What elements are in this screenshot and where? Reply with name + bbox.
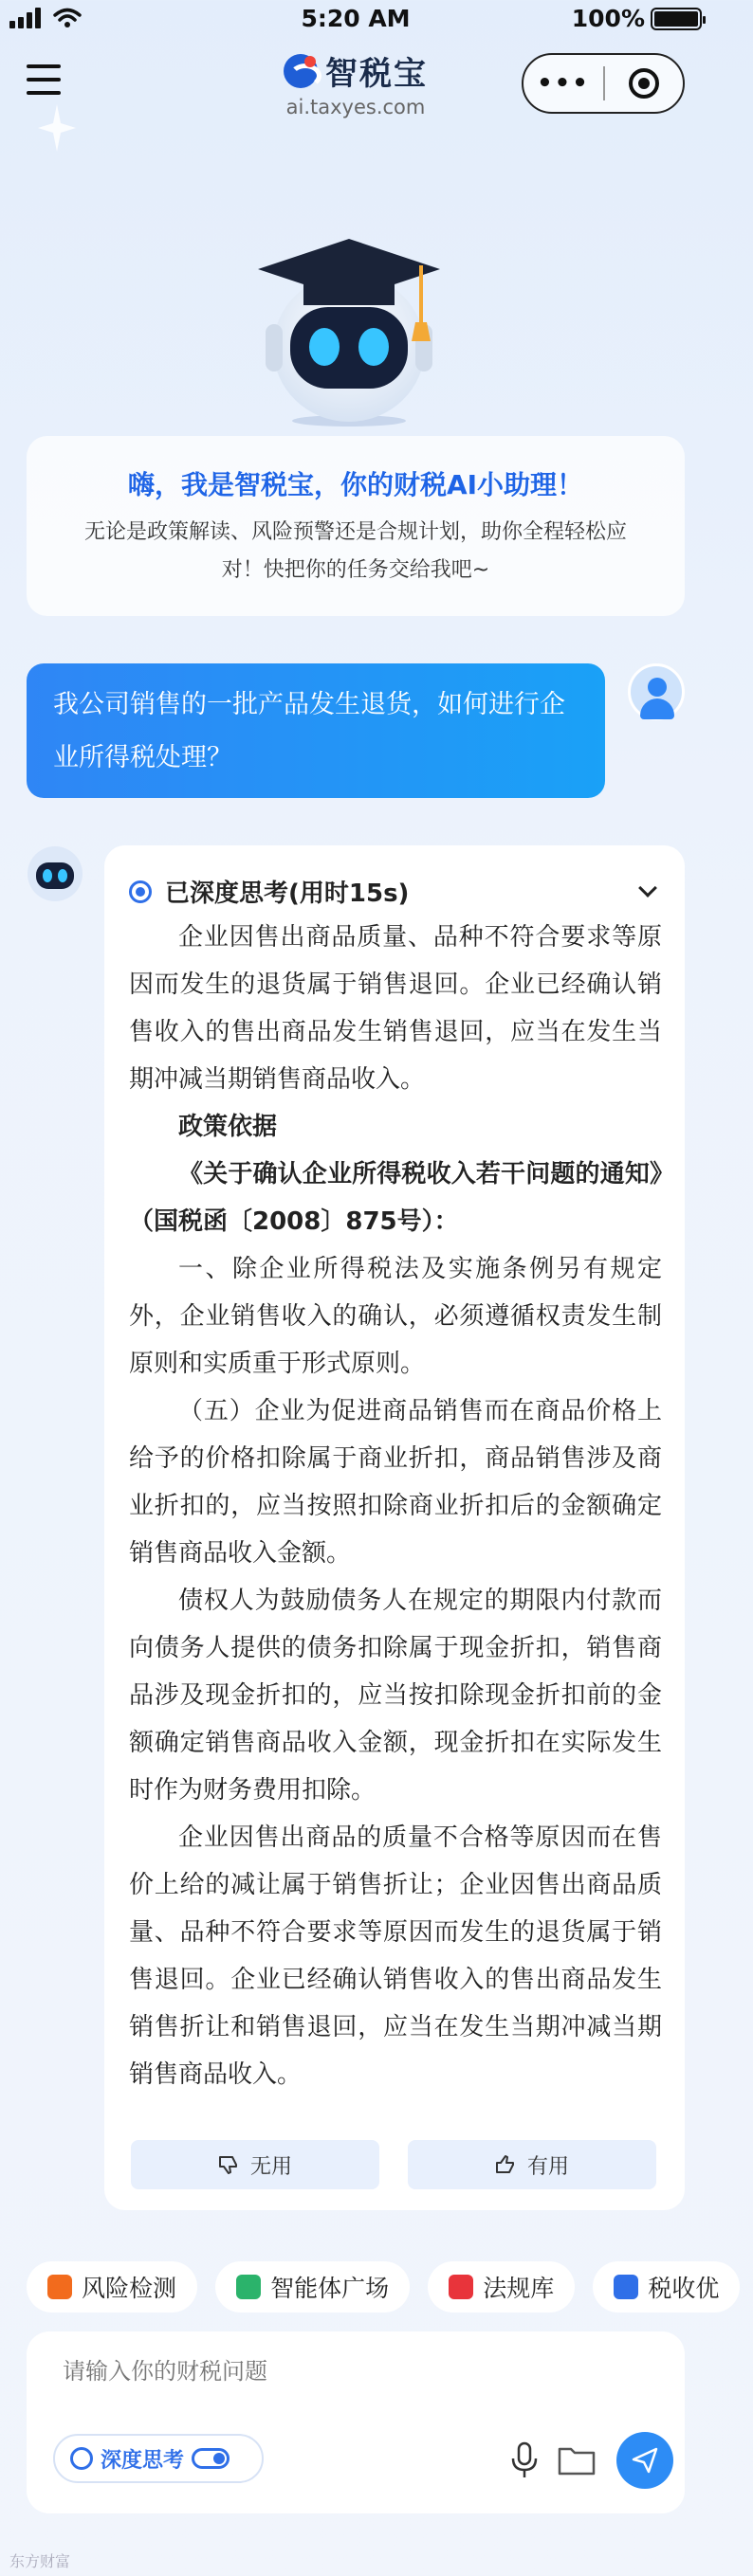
- quick-action-label: 智能体广场: [270, 2275, 390, 2302]
- grid-icon: [236, 2275, 261, 2299]
- quick-action-tax-benefits[interactable]: [593, 2261, 740, 2313]
- answer-paragraph: 债权人为鼓励债务人在规定的期限内付款而向债务人提供的债务扣除属于现金折扣，销售商品涉及现金折扣的，应当按扣除现金折扣前的金额确定销售商品收入金额，现金折扣在实际发生时作为财务费用扣除。: [129, 1587, 662, 1805]
- mini-program-capsule: [522, 53, 685, 114]
- quick-action-risk-detection[interactable]: [27, 2261, 197, 2313]
- watermark: 东方财富: [9, 2552, 71, 2570]
- thinking-label: 已深度思考(用时15s): [165, 880, 410, 908]
- nav-bar: [0, 44, 711, 123]
- chat-input-panel: [27, 2331, 685, 2513]
- welcome-description: [27, 514, 685, 590]
- thinking-toggle[interactable]: [129, 874, 409, 909]
- robot-mascot-icon: [254, 220, 444, 428]
- deep-think-switch[interactable]: [192, 2448, 230, 2469]
- answer-paragraph: 企业因售出商品质量、品种不符合要求等原因而发生的退货属于销售退回。企业已经确认销售收入的售出商品发生销售退回，应当在发生当期冲减当期销售商品收入。: [129, 923, 662, 1094]
- brand-logo-icon: [284, 54, 318, 88]
- battery-status: [572, 5, 702, 32]
- quick-action-label: 法规库: [483, 2275, 555, 2302]
- answer-paragraph: （五）企业为促进商品销售而在商品价格上给予的价格扣除属于商业折扣，商品销售涉及商业折扣的，应当按照扣除商业折扣后的金额确定销售商品收入金额。: [129, 1397, 662, 1568]
- quick-actions-bar: [27, 2261, 720, 2314]
- answer-paragraph: 企业因售出商品的质量不合格等原因而在售价上给的减让属于销售折让；企业因售出商品质量、品种不符合要求等原因而发生的退货属于销售退回。企业已经确认销售收入的售出商品发生销售折让和销售退回，应当在发生当期冲减当期销售商品收入。: [129, 1823, 662, 2089]
- more-options-button[interactable]: •••: [537, 69, 590, 98]
- microphone-icon[interactable]: [510, 2441, 539, 2479]
- user-avatar: [628, 663, 685, 720]
- app-name: 智税宝: [325, 55, 428, 93]
- risk-icon: [47, 2275, 72, 2299]
- dislike-button[interactable]: [131, 2140, 379, 2189]
- deep-think-toggle[interactable]: [53, 2434, 264, 2483]
- bot-avatar-icon: [27, 845, 83, 902]
- dislike-label: 无用: [249, 2154, 292, 2179]
- send-icon: [631, 2446, 659, 2475]
- welcome-card: [27, 436, 685, 616]
- like-label: 有用: [526, 2154, 569, 2179]
- folder-icon[interactable]: [558, 2445, 596, 2476]
- status-bar: [0, 0, 711, 40]
- answer-card: [104, 845, 685, 2210]
- quick-action-agent-plaza[interactable]: [215, 2261, 410, 2313]
- answer-heading: 政策依据: [178, 1113, 278, 1141]
- sparkle-icon: [38, 104, 76, 152]
- send-button[interactable]: [616, 2432, 673, 2489]
- deep-think-icon: [70, 2447, 93, 2470]
- quick-action-label: 税收优: [648, 2275, 720, 2302]
- welcome-description-line: 无论是政策解读、风险预警还是合规计划，助你全程轻松应: [83, 520, 627, 544]
- thinking-icon: [129, 880, 152, 903]
- answer-citation: 《关于确认企业所得税收入若干问题的通知》（国税函〔2008〕875号）：: [129, 1160, 662, 1236]
- question-input[interactable]: [63, 2358, 632, 2385]
- welcome-description-line: 对！快把你的任务交给我吧~: [221, 558, 490, 582]
- answer-paragraph: 一、除企业所得税法及实施条例另有规定外，企业销售收入的确认，必须遵循权责发生制原则和实质重于形式原则。: [129, 1255, 662, 1378]
- welcome-title: 嗨，我是智税宝，你的财税AI小助理！: [127, 469, 584, 500]
- target-icon: [629, 68, 659, 99]
- battery-percent: 100%: [571, 5, 645, 32]
- quick-action-label: 风险检测: [82, 2275, 177, 2302]
- battery-icon: [651, 8, 702, 30]
- user-message-bubble: 我公司销售的一批产品发生退货，如何进行企业所得税处理？: [27, 663, 605, 798]
- thumbs-down-icon: [218, 2154, 239, 2175]
- tax-percent-icon: [614, 2275, 638, 2299]
- law-book-icon: [449, 2275, 473, 2299]
- chevron-down-icon[interactable]: [638, 879, 657, 898]
- status-time: 5:20 AM: [301, 5, 411, 32]
- quick-action-law-library[interactable]: [428, 2261, 575, 2313]
- deep-think-label: 深度思考: [101, 2448, 185, 2473]
- thumbs-up-icon: [495, 2154, 516, 2175]
- answer-body: [129, 914, 662, 2098]
- app-url: ai.taxyes.com: [285, 96, 426, 118]
- close-mini-program-button[interactable]: [605, 68, 683, 99]
- like-button[interactable]: [408, 2140, 656, 2189]
